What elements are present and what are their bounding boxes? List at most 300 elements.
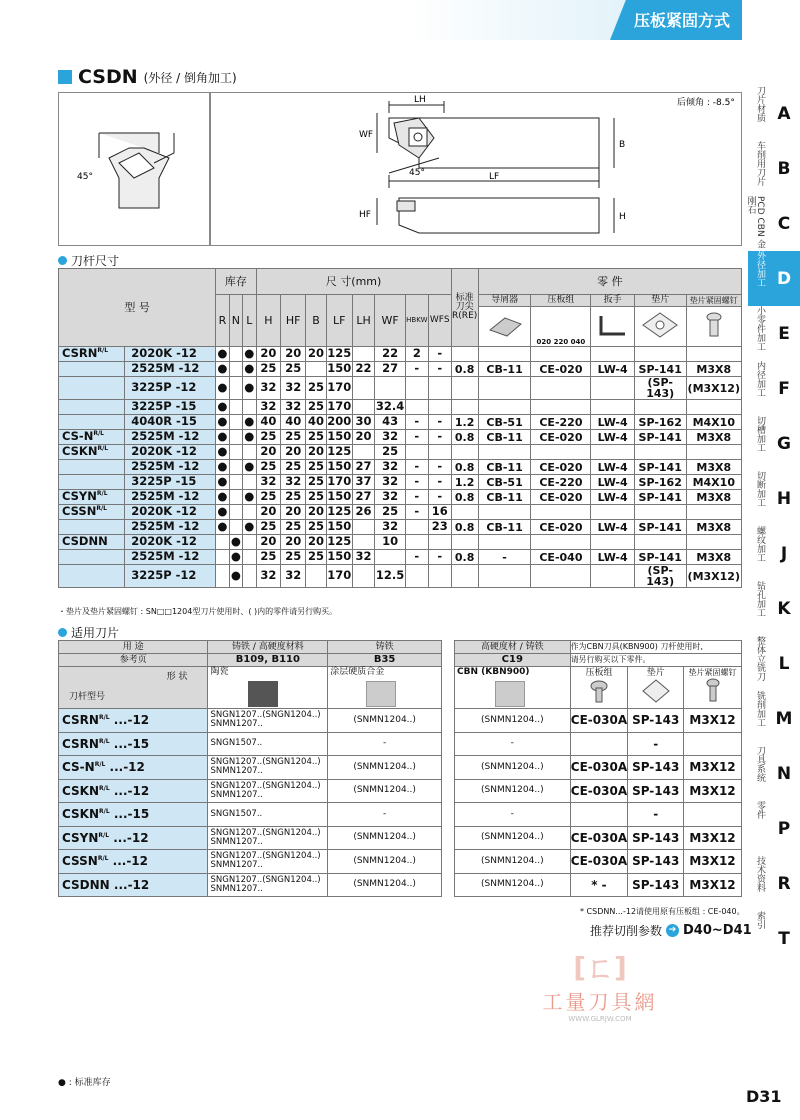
- table-cell: [352, 400, 375, 415]
- table-cell: [451, 347, 478, 362]
- cbn-part-clamp: [570, 667, 628, 709]
- cbn-insert: (SNMN1204..): [455, 850, 571, 874]
- cbn-screw: [684, 732, 742, 756]
- th-c3: 高硬度材 / 铸铁: [455, 641, 571, 654]
- insert-table: [58, 640, 442, 897]
- cbn-screw: [684, 803, 742, 827]
- th-std: 标准刀尖R(RE): [451, 269, 478, 347]
- table-cell: CB-11: [478, 460, 531, 475]
- side-item-label: 外径加工: [755, 251, 765, 287]
- hf-label: HF: [359, 210, 371, 220]
- side-item-label: 技术资料: [755, 856, 765, 892]
- table-cell: [375, 377, 405, 400]
- ceramic-cell: [208, 667, 328, 709]
- table-cell: [451, 445, 478, 460]
- tool-diagram: [58, 92, 742, 246]
- tool-model: $CSKN^{R/L}$ ...-12: [59, 779, 208, 803]
- rl-suffix: R/L: [97, 445, 109, 453]
- table-cell: 0.8: [451, 550, 478, 565]
- table-cell: [352, 347, 375, 362]
- table-cell: 25: [281, 430, 306, 445]
- table-cell: 0.8: [451, 430, 478, 445]
- table-row: [59, 550, 742, 565]
- table-cell: 150: [327, 361, 352, 376]
- table-cell: ●: [217, 429, 228, 444]
- table-cell: LW-4: [591, 490, 634, 505]
- table-cell: 170: [326, 377, 352, 400]
- carbide-insert: -: [328, 732, 442, 756]
- carbide-cell: [328, 667, 442, 709]
- table-cell: ●: [230, 549, 241, 564]
- table-cell: [229, 520, 242, 535]
- table-cell: M3X8: [686, 460, 741, 475]
- side-item-r[interactable]: [748, 856, 800, 911]
- cbn-insert: (SNMN1204..): [455, 779, 571, 803]
- table-cell: [229, 430, 242, 445]
- table-cell: [531, 400, 591, 415]
- side-item-letter: T: [778, 928, 790, 949]
- table-cell: [428, 535, 451, 550]
- cbn-insert: (SNMN1204..): [455, 826, 571, 850]
- th-c2: 铸铁: [328, 641, 442, 654]
- side-item-t[interactable]: [748, 911, 800, 966]
- table-cell: [243, 535, 256, 550]
- th-wf: WF: [375, 295, 405, 347]
- side-item-l[interactable]: [748, 636, 800, 691]
- table-cell: [243, 565, 256, 588]
- table-row: [59, 535, 742, 550]
- table-cell: [591, 377, 634, 400]
- th-model: 型 号: [59, 269, 216, 347]
- side-item-p[interactable]: [748, 801, 800, 856]
- table-row: [455, 756, 742, 780]
- side-item-label: 螺纹加工: [755, 526, 765, 562]
- side-item-letter: L: [778, 653, 790, 674]
- table-cell: [229, 347, 242, 362]
- watermark-logo: [ㄈ]: [573, 951, 627, 984]
- table-cell: 150: [327, 459, 352, 474]
- table-cell: CE-040: [531, 550, 591, 565]
- th-n: N: [229, 295, 242, 347]
- th-cbn: 作为CBN刀具(KBN900) 刀杆使用时,: [570, 641, 741, 654]
- table-cell: [686, 400, 741, 415]
- table-cell: [405, 445, 428, 460]
- th-use: 用 途: [59, 641, 208, 654]
- table-cell: LW-4: [591, 550, 634, 565]
- table-cell: 1.2: [451, 475, 478, 490]
- table-cell: M3X8: [686, 520, 741, 535]
- rl-suffix: R/L: [98, 737, 110, 745]
- table-cell: 16: [428, 505, 451, 520]
- th-p2: 压板组: [531, 295, 591, 307]
- table-cell: -: [428, 550, 451, 565]
- th-m1: 陶瓷: [210, 667, 229, 677]
- side-item-a[interactable]: [748, 86, 800, 141]
- table-cell: 20: [256, 505, 281, 520]
- th-lh: LH: [352, 295, 375, 347]
- th-r3: C19: [455, 654, 571, 667]
- table-cell: 40: [256, 415, 281, 430]
- tool-model: $CSYN^{R/L}$ ...-12: [59, 826, 208, 850]
- side-item-letter: H: [776, 488, 792, 509]
- tool-model: CSDNN ...-12: [59, 873, 208, 897]
- table-cell: [531, 445, 591, 460]
- side-item-label: PCD CBN 金刚石: [745, 196, 765, 249]
- tool-model: $CSRN^{R/L}$ ...-15: [59, 732, 208, 756]
- table-cell: [591, 505, 634, 520]
- table-cell: LW-4: [591, 430, 634, 445]
- table-cell: [243, 400, 256, 415]
- table-cell: ●: [217, 444, 228, 459]
- rl-suffix: R/L: [98, 831, 110, 839]
- table-cell: CE-020: [531, 460, 591, 475]
- carbide-insert: (SNMN1204..): [328, 779, 442, 803]
- table-cell: [634, 505, 686, 520]
- clamp-n1: 020: [536, 338, 552, 346]
- table-cell: 0.8: [451, 490, 478, 505]
- part-img-chipbreaker: [478, 307, 531, 347]
- table-cell: 20: [281, 445, 306, 460]
- table-cell: -: [428, 415, 451, 430]
- cbn-screw: M3X12: [684, 709, 742, 733]
- table-cell: CE-220: [531, 475, 591, 490]
- table-cell: ●: [244, 346, 255, 361]
- table-cell: [531, 565, 591, 588]
- cbn-clamp: [570, 732, 628, 756]
- th-wfs: WFS: [428, 295, 451, 347]
- th-cbn2: 请另行购买以下零件。: [570, 654, 741, 667]
- th-lf: LF: [326, 295, 352, 347]
- table-cell: [243, 475, 256, 490]
- table-cell: 32: [256, 565, 281, 588]
- table-cell: SP-141: [634, 460, 686, 475]
- table-cell: 25: [375, 445, 405, 460]
- table-cell: -: [405, 505, 428, 520]
- model-family: $CSYN^{R/L}$: [59, 490, 125, 505]
- side-item-label: 零件: [755, 801, 765, 819]
- table-cell: 25: [256, 520, 281, 535]
- table-cell: -: [405, 475, 428, 490]
- table-cell: 170: [327, 474, 352, 489]
- table-cell: [229, 505, 242, 520]
- table-cell: ●: [244, 361, 255, 376]
- table-cell: CB-51: [478, 475, 531, 490]
- table-cell: (SP-143): [634, 377, 686, 400]
- side-item-g[interactable]: [748, 416, 800, 471]
- table-cell: [634, 445, 686, 460]
- table-cell: [451, 505, 478, 520]
- table-cell: LW-4: [591, 475, 634, 490]
- model-code: 2020K -12: [125, 535, 216, 550]
- table-cell: [591, 445, 634, 460]
- tool-model: $CSRN^{R/L}$ ...-12: [59, 709, 208, 733]
- table2-label-text: 适用刀片: [71, 626, 120, 640]
- carbide-insert: -: [328, 803, 442, 827]
- clamp-n3: 040: [570, 338, 586, 346]
- cbn-shim: SP-143: [628, 779, 684, 803]
- table-cell: 25: [256, 550, 281, 565]
- table-cell: [405, 535, 428, 550]
- table-cell: 32: [375, 430, 405, 445]
- table-cell: 170: [326, 565, 352, 588]
- table-cell: SP-162: [634, 415, 686, 430]
- carbide-insert-icon: [366, 681, 396, 707]
- model-code: 2525M -12: [125, 460, 216, 475]
- cbn-screw: M3X12: [684, 850, 742, 874]
- th-c1: 铸铁 / 高硬度材料: [208, 641, 328, 654]
- table-cell: 125: [327, 534, 352, 549]
- table-cell: -: [428, 460, 451, 475]
- table1-label: [58, 252, 119, 269]
- table-cell: [352, 565, 375, 588]
- watermark: [530, 946, 670, 1023]
- th-p3: 扳手: [591, 295, 634, 307]
- model-family: [59, 475, 125, 490]
- table-cell: [243, 505, 256, 520]
- table-cell: CE-220: [531, 415, 591, 430]
- th-b: B: [306, 295, 327, 347]
- table-cell: 25: [256, 362, 281, 377]
- table-cell: 20: [281, 505, 306, 520]
- table-cell: ●: [244, 414, 255, 429]
- side-item-h[interactable]: [748, 471, 800, 526]
- table-cell: 25: [281, 490, 306, 505]
- table-cell: [428, 400, 451, 415]
- model-code: 3225P -12: [125, 377, 216, 400]
- table-cell: 43: [375, 415, 405, 430]
- table-cell: 20: [281, 347, 306, 362]
- table-cell: [451, 565, 478, 588]
- table-cell: 2: [405, 347, 428, 362]
- table-cell: LW-4: [591, 460, 634, 475]
- side-item-label: 整体立铣刀: [755, 636, 765, 681]
- table-row: [59, 709, 442, 733]
- th-p5: 垫片紧固螺钉: [686, 295, 741, 307]
- side-index: [745, 86, 800, 966]
- th-hbkw: HBKW: [405, 295, 428, 347]
- table-cell: [352, 377, 375, 400]
- table-cell: ●: [217, 399, 228, 414]
- table-cell: ●: [217, 414, 228, 429]
- th-stock: 库存: [216, 269, 256, 295]
- side-item-e[interactable]: [748, 306, 800, 361]
- table-cell: 20: [306, 505, 327, 520]
- table-cell: -: [428, 475, 451, 490]
- table-cell: SP-141: [634, 430, 686, 445]
- model-family: [59, 400, 125, 415]
- table-row: [59, 803, 442, 827]
- table-cell: [229, 362, 242, 377]
- side-item-d[interactable]: [748, 251, 800, 306]
- table-cell: ●: [216, 377, 229, 400]
- side-item-label: 刀具系统: [755, 746, 765, 782]
- table-cell: [375, 550, 405, 565]
- table-cell: [352, 445, 375, 460]
- ref-pages[interactable]: D40~D41: [683, 923, 752, 938]
- right-note: * CSDNN...-12请使用原有压板组 : CE-040。: [580, 907, 745, 916]
- table-cell: 25: [281, 362, 306, 377]
- side-item-label: 铣削加工: [755, 691, 765, 727]
- rl-suffix: R/L: [99, 808, 110, 816]
- table-cell: 32: [281, 565, 306, 588]
- table-cell: [478, 445, 531, 460]
- table-row: [455, 779, 742, 803]
- table-cell: ●: [217, 474, 228, 489]
- table-cell: ●: [217, 459, 228, 474]
- table-cell: CE-020: [531, 430, 591, 445]
- table-cell: [531, 377, 591, 400]
- table-cell: M3X8: [686, 430, 741, 445]
- table-cell: [591, 347, 634, 362]
- table-cell: LW-4: [591, 415, 634, 430]
- table-cell: 40: [281, 415, 306, 430]
- th-m3: CBN (KBN900): [457, 667, 530, 677]
- section-code: CSDN: [78, 66, 138, 88]
- table-cell: [478, 565, 531, 588]
- side-item-letter: B: [777, 158, 791, 179]
- side-item-b[interactable]: [748, 141, 800, 196]
- carbide-insert: (SNMN1204..): [328, 873, 442, 897]
- table-cell: 27: [375, 362, 405, 377]
- table-cell: (M3X12): [686, 565, 741, 588]
- cbn-insert: (SNMN1204..): [455, 873, 571, 897]
- th-p1: 导屑器: [478, 295, 531, 307]
- table-cell: -: [428, 430, 451, 445]
- th-m2: 涂层硬质合金: [330, 667, 385, 677]
- rl-suffix: R/L: [94, 761, 106, 769]
- table-cell: 25: [306, 520, 327, 535]
- table-cell: -: [428, 347, 451, 362]
- section-square-icon: [58, 70, 72, 84]
- table-cell: 32.4: [375, 399, 405, 414]
- table-cell: SP-141: [634, 490, 686, 505]
- table-cell: [352, 520, 375, 535]
- table-cell: 1.2: [451, 415, 478, 430]
- side-item-k[interactable]: [748, 581, 800, 636]
- cbn-shim: SP-143: [628, 756, 684, 780]
- table-cell: 25: [306, 400, 327, 415]
- side-item-n[interactable]: [748, 746, 800, 801]
- table-cell: 150: [327, 549, 352, 564]
- table-cell: 25: [281, 550, 306, 565]
- table-cell: 0.8: [451, 520, 478, 535]
- table-cell: 32: [375, 490, 405, 505]
- side-item-letter: M: [775, 708, 793, 729]
- table-row: [59, 779, 442, 803]
- cbn-screw: M3X12: [684, 873, 742, 897]
- table-cell: 32: [256, 475, 281, 490]
- table-cell: 25: [256, 490, 281, 505]
- cbn-clamp: [570, 803, 628, 827]
- model-family: CSDNN: [59, 535, 125, 550]
- table-cell: ●: [244, 519, 255, 534]
- table-cell: 25: [306, 475, 327, 490]
- angle-label-2: 45°: [409, 168, 425, 178]
- th-parts: 零 件: [478, 269, 741, 295]
- table-cell: 32: [281, 400, 306, 415]
- table-cell: [478, 347, 531, 362]
- side-item-j[interactable]: [748, 526, 800, 581]
- model-code: 2525M -12: [125, 362, 216, 377]
- carbide-insert: (SNMN1204..): [328, 709, 442, 733]
- table-cell: -: [405, 430, 428, 445]
- table-cell: 25: [256, 430, 281, 445]
- table-cell: 25: [306, 550, 327, 565]
- tool-model: $CS-N^{R/L}$ ...-12: [59, 756, 208, 780]
- table-cell: 25: [306, 430, 327, 445]
- cbn-insert: (SNMN1204..): [455, 756, 571, 780]
- cbn-table-body: [455, 709, 742, 897]
- model-code: 2525M -12: [125, 550, 216, 565]
- table-cell: 32: [375, 520, 405, 535]
- side-item-letter: P: [777, 818, 791, 839]
- table-cell: 22: [352, 362, 375, 377]
- table-cell: (M3X12): [686, 377, 741, 400]
- table-cell: 20: [256, 347, 281, 362]
- th-hf: HF: [281, 295, 306, 347]
- table-cell: [428, 565, 451, 588]
- lf-label: LF: [489, 172, 500, 182]
- cbn-clamp: CE-030A: [570, 850, 628, 874]
- cbn-clamp: * -: [570, 873, 628, 897]
- side-item-letter: J: [780, 543, 788, 564]
- model-family: [59, 520, 125, 535]
- table-cell: ●: [244, 429, 255, 444]
- watermark-name: 工量刀具網: [542, 990, 658, 1014]
- table-cell: SP-141: [634, 550, 686, 565]
- cbn-cell: [455, 667, 571, 709]
- table-cell: [686, 445, 741, 460]
- table-row: [59, 475, 742, 490]
- angle-label-1: 45°: [77, 172, 93, 182]
- side-item-f[interactable]: [748, 361, 800, 416]
- table-row: [59, 756, 442, 780]
- lh-label: LH: [414, 95, 426, 105]
- table-cell: -: [428, 362, 451, 377]
- model-family: [59, 362, 125, 377]
- side-item-letter: K: [777, 598, 791, 619]
- table-row: [59, 362, 742, 377]
- table-row: [455, 709, 742, 733]
- table-cell: M3X8: [686, 362, 741, 377]
- table-cell: 32: [281, 377, 306, 400]
- side-item-m[interactable]: [748, 691, 800, 746]
- rake-angle: 后倾角 : -8.5°: [677, 98, 735, 108]
- table-cell: [428, 377, 451, 400]
- side-item-c[interactable]: [745, 196, 800, 251]
- cbn-clamp: CE-030A: [570, 756, 628, 780]
- table-row: [455, 732, 742, 756]
- table-cell: -: [405, 362, 428, 377]
- table-cell: 20: [306, 535, 327, 550]
- table-cell: [531, 347, 591, 362]
- table-cell: 12.5: [375, 565, 405, 588]
- table-cell: -: [405, 460, 428, 475]
- table-cell: 25: [306, 460, 327, 475]
- table-cell: [634, 400, 686, 415]
- table-cell: [243, 550, 256, 565]
- holder-table-body: [59, 347, 742, 588]
- table-cell: [216, 535, 229, 550]
- cbn-insert: -: [455, 732, 571, 756]
- cutting-params-link[interactable]: [590, 922, 752, 939]
- table-cell: 27: [352, 460, 375, 475]
- table-cell: [216, 550, 229, 565]
- table-cell: [229, 475, 242, 490]
- table-cell: ●: [230, 534, 241, 549]
- table-cell: [451, 400, 478, 415]
- table-row: [59, 377, 742, 400]
